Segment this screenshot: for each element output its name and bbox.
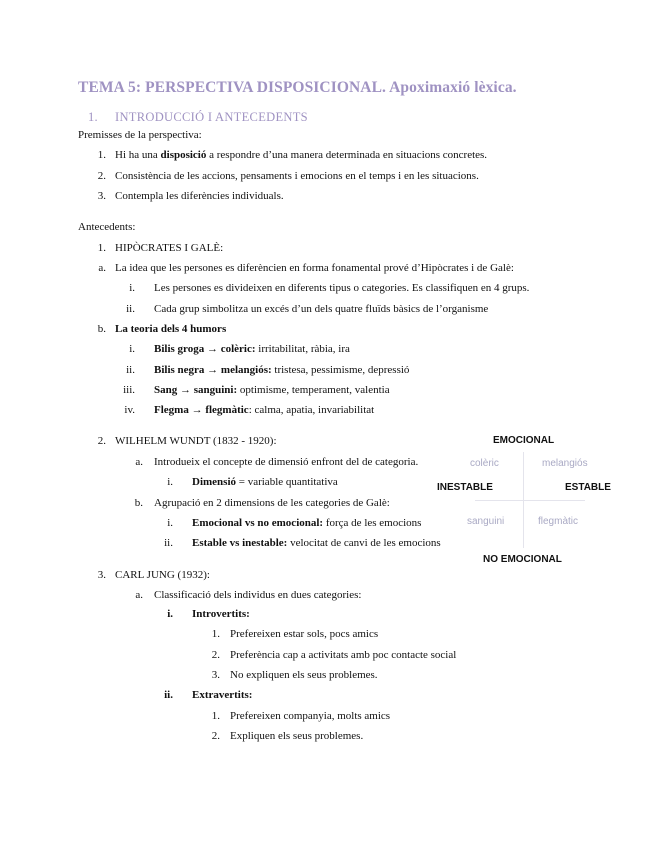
bold-term: Dimensió (192, 476, 236, 488)
list-number: 2. (97, 435, 106, 447)
antecedent-title: CARL JUNG (1932): (115, 569, 210, 581)
bold-term: Sang → sanguini: (154, 384, 238, 396)
diagram-label-right: ESTABLE (565, 482, 611, 493)
list-number: 1. (211, 710, 220, 722)
bold-term: ii. (164, 689, 173, 701)
list-number: 3. (97, 190, 106, 202)
list-roman (151, 688, 173, 702)
section-heading: INTRODUCCIÓ I ANTECEDENTS (115, 110, 308, 124)
diagram-label-left: INESTABLE (437, 482, 493, 493)
list-item-text: Hi ha una (115, 149, 161, 161)
list-roman (151, 607, 173, 621)
list-item: La idea que les persones es diferèncien en forma fonamental prové d’Hipòcrates i de Galè: (115, 262, 514, 274)
list-item (192, 536, 441, 550)
bold-term: Extravertits: (192, 689, 253, 701)
list-item (154, 342, 350, 356)
list-item (192, 688, 252, 702)
bold-term: i. (167, 608, 173, 620)
list-letter: a. (98, 262, 106, 274)
list-number: 3. (211, 669, 220, 681)
list-item: Preferència cap a activitats amb poc contacte social (230, 649, 457, 661)
antecedents-heading: Antecedents: (78, 221, 136, 233)
list-item-text: força de les emocions (323, 517, 422, 529)
list-roman: i. (129, 282, 135, 294)
diagram-quadrant-bottom-right: flegmàtic (538, 516, 579, 527)
list-item (115, 148, 487, 162)
list-roman: iv. (124, 404, 135, 416)
list-roman: i. (167, 476, 173, 488)
list-roman: i. (129, 343, 135, 355)
section-number: 1. (88, 110, 98, 124)
list-item (192, 607, 250, 621)
list-item: Expliquen els seus problemes. (230, 730, 364, 742)
list-item-text: optimisme, temperament, valentia (237, 384, 390, 396)
list-number: 2. (97, 170, 106, 182)
bold-term: disposició (160, 149, 207, 161)
list-item (154, 403, 374, 417)
list-item: Les persones es divideixen en diferents tipus o categories. Es classifiquen en 4 grups. (154, 282, 530, 294)
list-roman: iii. (123, 384, 135, 396)
list-item-text: = variable quantitativa (236, 476, 338, 488)
list-item: Contempla les diferències individuals. (115, 190, 284, 202)
list-roman: i. (167, 517, 173, 529)
list-number: 2. (211, 649, 220, 661)
list-item-text: : calma, apatia, invariabilitat (248, 404, 375, 416)
list-item-text: tristesa, pessimisme, depressió (271, 364, 410, 376)
list-item (192, 475, 338, 489)
list-item-text: velocitat de canvi de les emocions (287, 537, 441, 549)
list-letter: a. (135, 456, 143, 468)
page-title: TEMA 5: PERSPECTIVA DISPOSICIONAL. Apoximaxió lèxica. (78, 79, 517, 96)
list-item (154, 383, 390, 397)
list-letter: a. (135, 589, 143, 601)
list-number: 1. (211, 628, 220, 640)
diagram-horizontal-axis (475, 500, 585, 501)
bold-term: Emocional vs no emocional: (192, 517, 324, 529)
premises-heading: Premisses de la perspectiva: (78, 129, 202, 141)
diagram-label-bottom: NO EMOCIONAL (483, 554, 562, 565)
list-item: Cada grup simbolitza un excés d’un dels quatre fluïds bàsics de l’organisme (154, 303, 489, 315)
diagram-quadrant-top-left: colèric (470, 458, 499, 469)
bold-term: Estable vs inestable: (192, 537, 288, 549)
list-number: 2. (211, 730, 220, 742)
list-item: Agrupació en 2 dimensions de les categories de Galè: (154, 497, 390, 509)
list-number: 1. (97, 242, 106, 254)
list-number: 1. (97, 149, 106, 161)
diagram-quadrant-top-right: melangiós (542, 458, 588, 469)
bold-term: Bilis negra → melangiós: (154, 364, 272, 376)
bold-term: Flegma → flegmàtic (154, 404, 249, 416)
list-item: No expliquen els seus problemes. (230, 669, 378, 681)
bold-term: La teoria dels 4 humors (115, 323, 227, 335)
list-item: Prefereixen estar sols, pocs amics (230, 628, 379, 640)
list-roman: ii. (126, 364, 135, 376)
list-item (192, 516, 421, 530)
diagram-quadrant-bottom-left: sanguini (467, 516, 505, 527)
list-item-text: a respondre d’una manera determinada en situacions concretes. (206, 149, 488, 161)
list-item: Consistència de les accions, pensaments i emocions en el temps i en les situacions. (115, 170, 479, 182)
list-item: Prefereixen companyia, molts amics (230, 710, 391, 722)
list-item: Introdueix el concepte de dimensió enfront del de categoria. (154, 456, 419, 468)
list-item: Classificació dels individus en dues categories: (154, 589, 362, 601)
list-item (154, 363, 409, 377)
list-roman: ii. (164, 537, 173, 549)
list-item (115, 322, 226, 336)
list-roman: ii. (126, 303, 135, 315)
antecedent-title: WILHELM WUNDT (1832 - 1920): (115, 435, 277, 447)
diagram-label-top: EMOCIONAL (493, 435, 555, 446)
list-letter: b. (97, 323, 106, 335)
list-letter: b. (134, 497, 143, 509)
list-number: 3. (97, 569, 106, 581)
bold-term: Bilis groga → colèric: (154, 343, 256, 355)
list-item-text: irritabilitat, ràbia, ira (255, 343, 350, 355)
antecedent-title: HIPÒCRATES I GALÈ: (115, 242, 224, 254)
temperament-diagram (425, 430, 625, 572)
bold-term: Introvertits: (192, 608, 250, 620)
